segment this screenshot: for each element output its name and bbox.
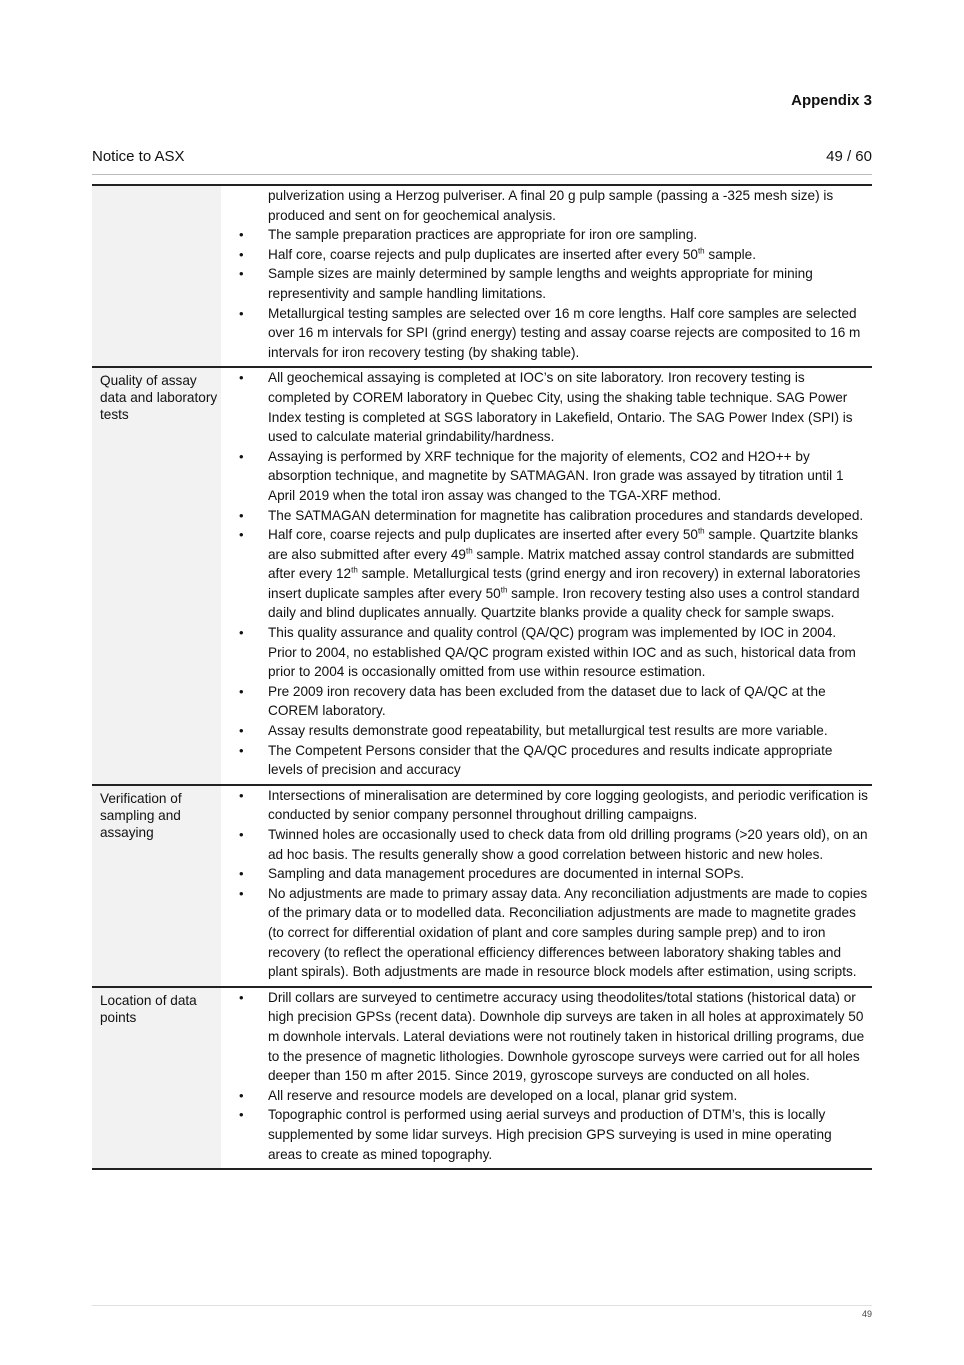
row-label: Quality of assay data and laboratory tests	[92, 367, 221, 784]
table-row	[92, 185, 872, 367]
list-item: • Drill collars are surveyed to centimetre accuracy using theodolites/total stations (historical data) or high precision GPSs (recent data). Downhole dip surveys are taken in all holes at approximately 50 m downhole intervals. Lateral deviations were not routinely taken in historical drilling programs, due to the presence of magnetic lithologies. Downhole gyroscope surveys were carried out for all holes deeper than 150 m after 2015. Since 2019, gyroscope surveys are conducted on all holes.	[221, 988, 872, 1086]
bullet-list	[221, 988, 872, 1164]
list-item: • Metallurgical testing samples are selected over 16 m core lengths. Half core samples are selected over 16 m intervals for SPI (grind energy) testing and assay coarse rejects are composited to 16 m intervals for iron recovery testing (by shaking table).	[221, 304, 872, 363]
table-row	[92, 785, 872, 987]
list-item: • All reserve and resource models are developed on a local, planar grid system.	[221, 1086, 872, 1106]
row-label: Location of data points	[92, 987, 221, 1169]
list-item: • No adjustments are made to primary assay data. Any reconciliation adjustments are made to copies of the primary data or to modelled data. Reconciliation adjustments are made to magnetite grades (to correct for differential oxidation of plant and core samples during sample prep) and to iron recovery (to reflect the operational efficiency differences between laboratory shaking tables and plant spirals). Both adjustments are made in resource block models after estimation, using scripts.	[221, 884, 872, 982]
page-count: 49 / 60	[826, 148, 872, 165]
list-item: • Assay results demonstrate good repeatability, but metallurgical test results are more variable.	[221, 721, 872, 741]
row-content	[221, 785, 872, 987]
document-title: Notice to ASX	[92, 148, 185, 165]
list-item: • Pre 2009 iron recovery data has been excluded from the dataset due to lack of QA/QC at the COREM laboratory.	[221, 682, 872, 721]
list-item: • Half core, coarse rejects and pulp duplicates are inserted after every 50th sample. Quartzite blanks are also submitted after every 49th sample. Matrix matched assay control standards are submitted after every 12th sample. Metallurgical tests (grind energy and iron recovery) in external laboratories insert duplicate samples after every 50th sample. Iron recovery testing also uses a control standard daily and blind duplicates annually. Quartzite blanks provide a quality check for sample swaps.	[221, 525, 872, 623]
list-item: • Sample sizes are mainly determined by sample lengths and weights appropriate for mining representivity and sample handling limitations.	[221, 264, 872, 303]
page-number: 49	[861, 1309, 872, 1319]
row-label	[92, 185, 221, 367]
list-item: • The sample preparation practices are appropriate for iron ore sampling.	[221, 225, 872, 245]
table-row	[92, 367, 872, 784]
list-item: • Twinned holes are occasionally used to check data from old drilling programs (>20 years old), on an ad hoc basis. The results generally show a good correlation between historic and new holes.	[221, 825, 872, 864]
continued-text: pulverization using a Herzog pulveriser. A final 20 g pulp sample (passing a -325 mesh size) is produced and sent on for geochemical analysis.	[268, 188, 834, 223]
row-content	[221, 987, 872, 1169]
footer-divider	[92, 1305, 872, 1306]
list-item: • The Competent Persons consider that the QA/QC procedures and results indicate appropriate levels of precision and accuracy	[221, 741, 872, 780]
list-item: • All geochemical assaying is completed at IOC’s on site laboratory. Iron recovery testing is completed by COREM laboratory in Quebec City, using the shaking table technique. SAG Power Index testing is completed at SGS laboratory in Lakefield, Ontario. The SAG Power Index (SPI) is used to calculate material grindability/hardness.	[221, 368, 872, 446]
list-item: • Half core, coarse rejects and pulp duplicates are inserted after every 50th sample.	[221, 245, 872, 265]
row-content	[221, 367, 872, 784]
list-item: • This quality assurance and quality control (QA/QC) program was implemented by IOC in 2004. Prior to 2004, no established QA/QC program existed within IOC and as such, historical data from prior to 2004 is occasionally omitted from use within resource estimation.	[221, 623, 872, 682]
bullet-list	[221, 786, 872, 982]
header-divider	[92, 174, 872, 175]
page-header	[92, 148, 872, 165]
appendix-heading: Appendix 3	[791, 92, 872, 109]
list-item: • The SATMAGAN determination for magnetite has calibration procedures and standards developed.	[221, 506, 872, 526]
list-item: • Intersections of mineralisation are determined by core logging geologists, and periodic verification is conducted by senior company personnel throughout drilling campaigns.	[221, 786, 872, 825]
list-item: • Topographic control is performed using aerial surveys and production of DTM’s, this is locally supplemented by some lidar surveys. High precision GPS surveying is used in mine operating areas to create as mined topography.	[221, 1105, 872, 1164]
bullet-list	[221, 368, 872, 779]
jorc-table	[92, 184, 872, 1170]
row-label: Verification of sampling and assaying	[92, 785, 221, 987]
bullet-list	[221, 225, 872, 362]
list-item: • Sampling and data management procedures are documented in internal SOPs.	[221, 864, 872, 884]
row-content	[221, 185, 872, 367]
table-row	[92, 987, 872, 1169]
table-body	[92, 185, 872, 1169]
list-item: • Assaying is performed by XRF technique for the majority of elements, CO2 and H2O++ by absorption technique, and magnetite by SATMAGAN. Iron grade was assayed by titration until 1 April 2019 when the total iron assay was changed to the TGA-XRF method.	[221, 447, 872, 506]
